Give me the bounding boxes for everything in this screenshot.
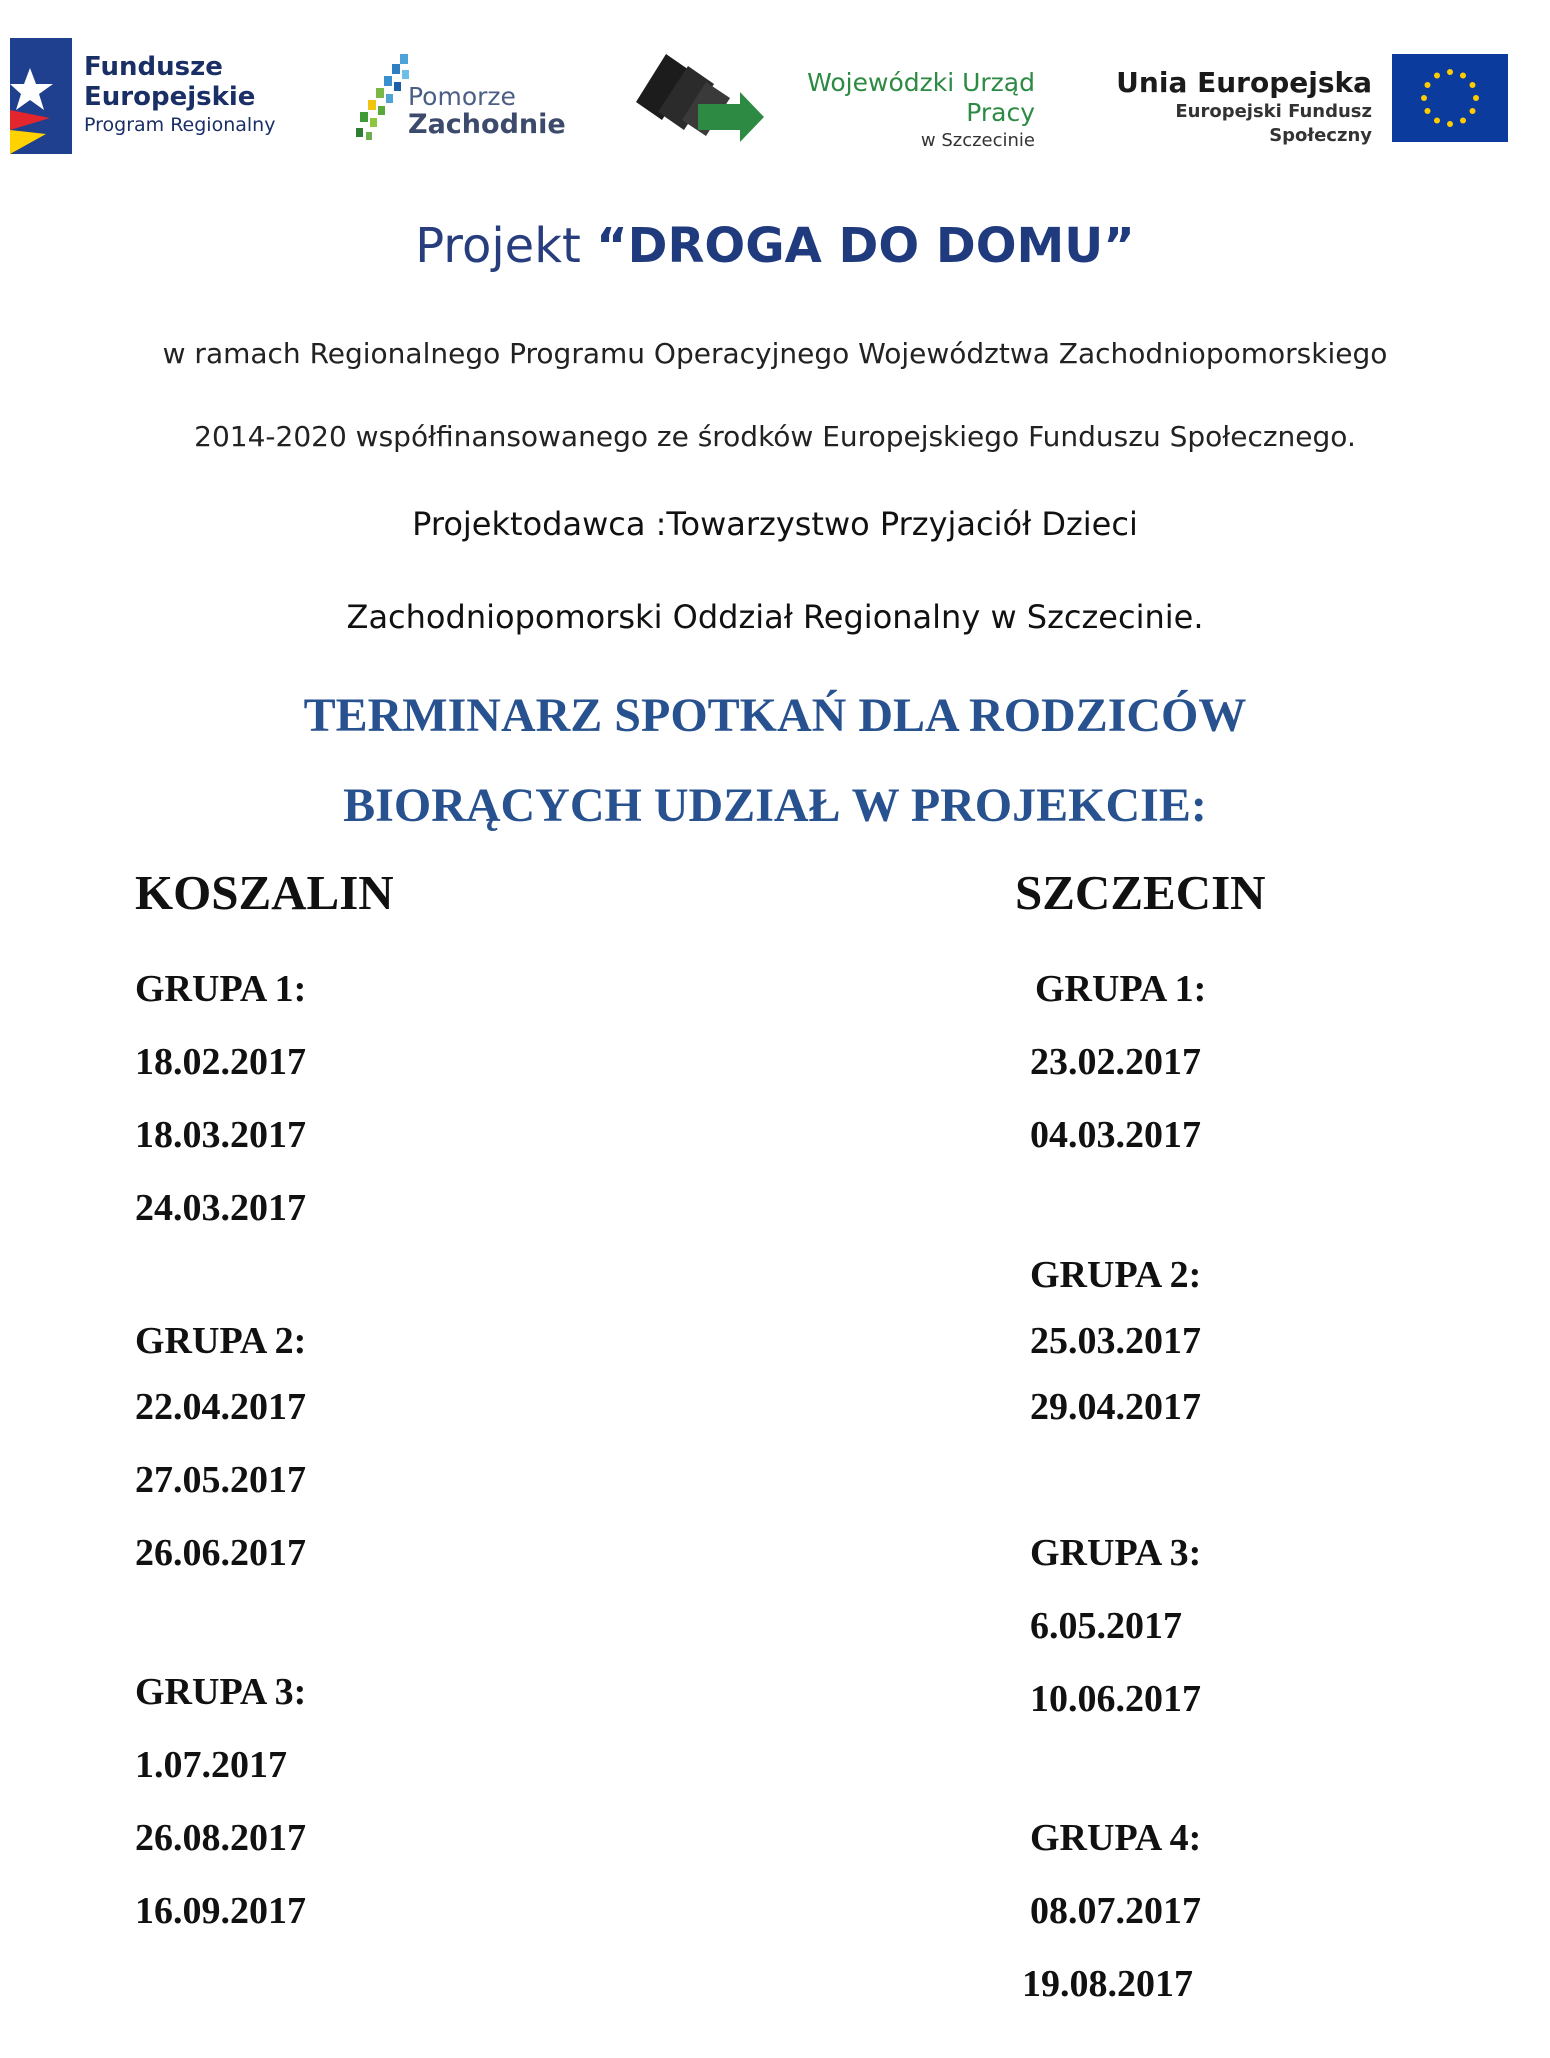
- szczecin-group-label: GRUPA 1:: [1035, 968, 1207, 1010]
- szczecin-date: 23.02.2017: [1030, 1041, 1201, 1083]
- organizer-line-1: Projektodawca :Towarzystwo Przyjaciół Dzieci: [412, 505, 1138, 543]
- eu-star-icon: [1447, 121, 1453, 127]
- koszalin-date: 26.08.2017: [135, 1817, 306, 1859]
- intro-line-2: 2014-2020 współfinansowanego ze środków Europejskiego Funduszu Społecznego.: [194, 420, 1356, 453]
- eu-star-icon: [1421, 95, 1427, 101]
- pomorze-zachodnie-logo-icon: [352, 50, 414, 142]
- szczecin-date: 19.08.2017: [1022, 1963, 1193, 2005]
- koszalin-date: 16.09.2017: [135, 1890, 306, 1932]
- wup-line1: Wojewódzki Urząd Pracy: [807, 68, 1035, 127]
- ue-line2: Europejski Fundusz Społeczny: [1175, 101, 1372, 146]
- koszalin-group-label: GRUPA 3:: [135, 1671, 307, 1713]
- koszalin-date: 27.05.2017: [135, 1459, 306, 1501]
- pomorze-line1: Pomorze: [408, 82, 516, 111]
- szczecin-date: 25.03.2017: [1030, 1320, 1201, 1362]
- eu-star-icon: [1425, 108, 1431, 114]
- koszalin-date: 18.02.2017: [135, 1041, 306, 1083]
- wup-logo-icon: [636, 54, 766, 146]
- fundusze-line2: Europejskie: [84, 82, 256, 112]
- szczecin-date: 29.04.2017: [1030, 1386, 1201, 1428]
- eu-flag-icon: [1392, 54, 1508, 142]
- szczecin-date: 04.03.2017: [1030, 1114, 1201, 1156]
- wup-text: [780, 68, 1035, 154]
- fundusze-europejskie-text: [84, 52, 275, 138]
- koszalin-date: 26.06.2017: [135, 1532, 306, 1574]
- koszalin-date: 18.03.2017: [135, 1114, 306, 1156]
- fundusze-europejskie-logo-icon: [10, 38, 72, 154]
- intro-line-1: w ramach Regionalnego Programu Operacyjnego Województwa Zachodniopomorskiego: [162, 337, 1388, 370]
- szczecin-date: 6.05.2017: [1030, 1605, 1182, 1647]
- eu-star-icon: [1460, 73, 1466, 79]
- ue-text: [1100, 66, 1372, 148]
- koszalin-group-label: GRUPA 1:: [135, 968, 307, 1010]
- eu-star-icon: [1434, 118, 1440, 124]
- koszalin-city-heading: KOSZALIN: [135, 865, 394, 920]
- eu-star-icon: [1425, 82, 1431, 88]
- pomorze-zachodnie-text: [408, 83, 566, 139]
- logo-bar: [0, 0, 1550, 170]
- wup-line2: w Szczecinie: [920, 130, 1035, 151]
- organizer-line-2: Zachodniopomorski Oddział Regionalny w Szczecinie.: [346, 598, 1204, 636]
- eu-star-icon: [1460, 118, 1466, 124]
- schedule-heading-line-2: BIORĄCYCH UDZIAŁ W PROJEKCIE:: [343, 779, 1207, 832]
- szczecin-group-label: GRUPA 3:: [1030, 1532, 1202, 1574]
- eu-star-icon: [1447, 69, 1453, 75]
- fundusze-line1: Fundusze: [84, 52, 223, 82]
- ue-line1: Unia Europejska: [1116, 66, 1372, 99]
- szczecin-group-label: GRUPA 4:: [1030, 1817, 1202, 1859]
- eu-star-icon: [1434, 73, 1440, 79]
- koszalin-group-label: GRUPA 2:: [135, 1320, 307, 1362]
- fundusze-line3: Program Regionalny: [84, 114, 276, 136]
- szczecin-group-label: GRUPA 2:: [1030, 1254, 1202, 1296]
- schedule-heading-line-1: TERMINARZ SPOTKAŃ DLA RODZICÓW: [303, 689, 1247, 742]
- szczecin-city-heading: SZCZECIN: [1015, 865, 1266, 920]
- szczecin-date: 08.07.2017: [1030, 1890, 1201, 1932]
- page-title: [0, 218, 1550, 274]
- title-name: “DROGA DO DOMU”: [596, 218, 1135, 274]
- koszalin-date: 1.07.2017: [135, 1744, 287, 1786]
- eu-star-icon: [1473, 95, 1479, 101]
- koszalin-date: 24.03.2017: [135, 1187, 306, 1229]
- eu-star-icon: [1470, 108, 1476, 114]
- eu-star-icon: [1470, 82, 1476, 88]
- pomorze-line2: Zachodnie: [408, 109, 566, 140]
- title-prefix: Projekt: [415, 218, 597, 274]
- szczecin-date: 10.06.2017: [1030, 1678, 1201, 1720]
- koszalin-date: 22.04.2017: [135, 1386, 306, 1428]
